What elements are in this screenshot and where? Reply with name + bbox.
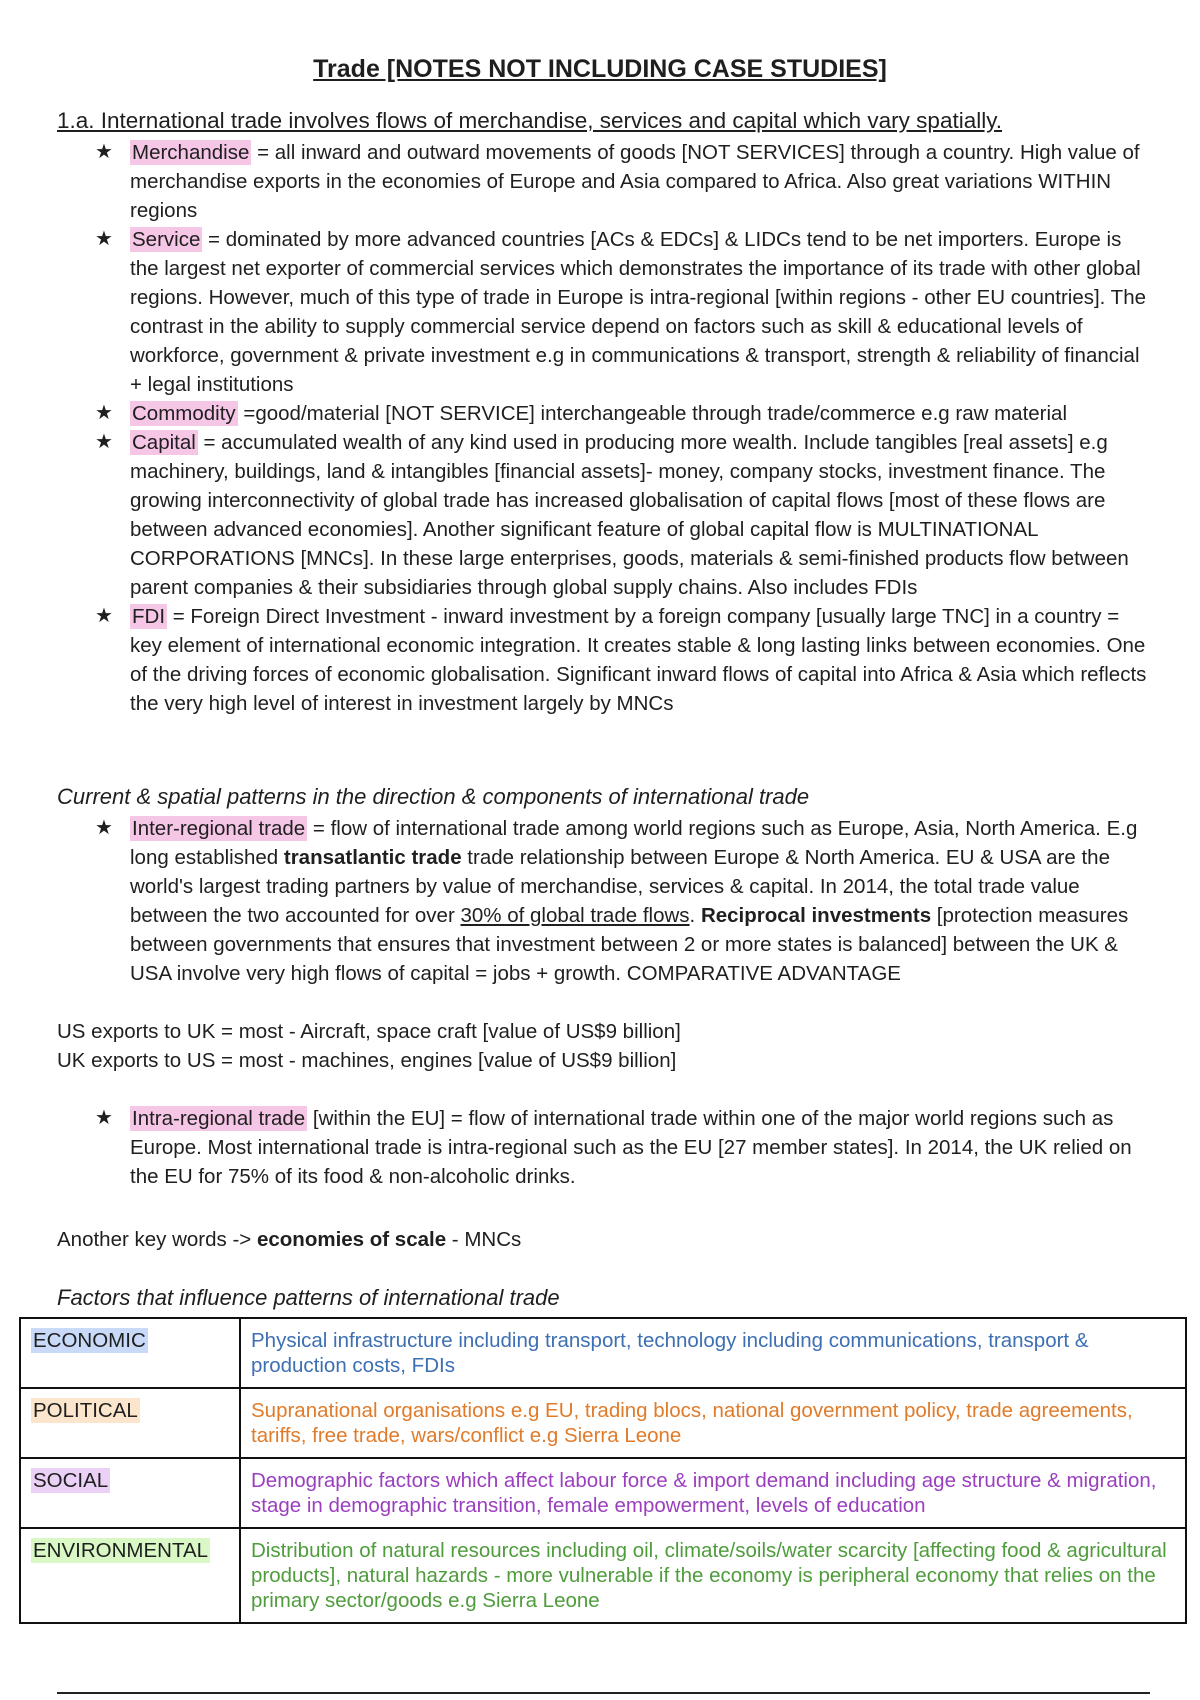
keywords-suffix: - MNCs: [446, 1228, 522, 1251]
list-item: [92, 428, 1150, 602]
inter-regional-list: [92, 814, 1150, 988]
body-text: = flow of international trade among world regions such as Europe, Asia, North America. E.g long established: [130, 817, 1138, 869]
star-bullet-icon: ★: [95, 817, 113, 839]
term-highlight: Intra-regional trade: [132, 1107, 306, 1130]
factor-key-cell: [20, 1318, 240, 1388]
list-item: [92, 225, 1150, 399]
keywords-prefix: Another key words ->: [57, 1228, 257, 1251]
list-item: [92, 138, 1150, 225]
term-highlight: FDI: [132, 605, 166, 628]
factor-text: Physical infrastructure including transport, technology including communications, transport & production costs, FDIs: [240, 1318, 1186, 1388]
term-highlight: Commodity: [132, 402, 236, 425]
underlined-text: 30% of global trade flows: [460, 904, 690, 927]
factors-table: [19, 1317, 1187, 1624]
keywords-bold: economies of scale: [256, 1228, 447, 1251]
uk-exports-line: UK exports to US = most - machines, engines [value of US$9 billion]: [57, 1049, 677, 1072]
factor-text: Supranational organisations e.g EU, trading blocs, national government policy, trade agreements, tariffs, free trade, wars/conflict e.g Sierra Leone: [240, 1388, 1186, 1458]
factor-key: POLITICAL: [33, 1399, 138, 1422]
definition-text: = Foreign Direct Investment - inward investment by a foreign company [usually large TNC] in a country = key element of international economic integration. It creates stable & long lasting links between economies. One of the driving forces of economic globalisation. Significant inward flows of capital into Africa & Asia which reflects the very high level of interest in investment largely by MNCs: [130, 605, 1147, 715]
factor-key: ENVIRONMENTAL: [33, 1539, 209, 1562]
star-bullet-icon: ★: [95, 141, 113, 163]
definitions-list: [92, 138, 1150, 718]
factor-key-cell: [20, 1388, 240, 1458]
star-bullet-icon: ★: [95, 431, 113, 453]
definition-text: = all inward and outward movements of goods [NOT SERVICES] through a country. High value of merchandise exports in the economies of Europe and Asia compared to Africa. Also great variations WITHIN regions: [130, 141, 1140, 222]
list-item: [92, 1104, 1150, 1191]
list-item: [92, 602, 1150, 718]
section-heading: 1.a. International trade involves flows of merchandise, services and capital which vary spatially.: [57, 108, 1003, 133]
page-title: Trade [NOTES NOT INCLUDING CASE STUDIES]: [313, 55, 887, 83]
table-row: [20, 1318, 1186, 1388]
factor-text: Demographic factors which affect labour force & import demand including age structure & migration, stage in demographic transition, female empowerment, levels of education: [240, 1458, 1186, 1528]
factor-key-cell: [20, 1458, 240, 1528]
factor-key-cell: [20, 1528, 240, 1623]
body-text: trade relationship between Europe & North America. EU & USA are the world's largest trading partners by value of merchandise, services & capital. In 2014, the total trade value between the two accounted for over: [130, 846, 1110, 927]
term-highlight: Inter-regional trade: [132, 817, 306, 840]
table-row: [20, 1388, 1186, 1458]
term-highlight: Capital: [132, 431, 196, 454]
definition-text: = dominated by more advanced countries [ACs & EDCs] & LIDCs tend to be net importers. Europe is the largest net exporter of commercial services which demonstrates the importance of its trade with other global regions. However, much of this type of trade in Europe is intra-regional [within regions - other EU countries]. The contrast in the ability to supply commercial service depend on factors such as skill & educational levels of workforce, government & private investment e.g in communications & transport, strength & reliability of financial + legal institutions: [130, 228, 1147, 396]
intra-regional-list: [92, 1104, 1150, 1191]
definition-text: =good/material [NOT SERVICE] interchangeable through trade/commerce e.g raw material: [237, 402, 1068, 425]
list-item: [92, 399, 1150, 428]
factor-text: Distribution of natural resources including oil, climate/soils/water scarcity [affecting food & agricultural products], natural hazards - more vulnerable if the economy is peripheral economy that relies on the primary sector/goods e.g Sierra Leone: [240, 1528, 1186, 1623]
body-text: [protection measures between governments that ensures that investment between 2 or more states is balanced] between the UK & USA involve very high flows of capital = jobs + growth. COMPARATIVE ADVANTAGE: [130, 904, 1129, 985]
keywords-line: [57, 1225, 521, 1254]
footer-divider: [57, 1692, 1150, 1694]
star-bullet-icon: ★: [95, 228, 113, 250]
table-row: [20, 1528, 1186, 1623]
body-text: [within the EU] = flow of international trade within one of the major world regions such as Europe. Most international trade is intra-regional such as the EU [27 member states]. In 2014, the UK relied on the EU for 75% of its food & non-alcoholic drinks.: [130, 1107, 1132, 1188]
factors-heading: Factors that influence patterns of international trade: [57, 1285, 560, 1310]
star-bullet-icon: ★: [95, 605, 113, 627]
factor-key: SOCIAL: [33, 1469, 109, 1492]
term-highlight: Service: [132, 228, 201, 251]
star-bullet-icon: ★: [95, 402, 113, 424]
definition-text: = accumulated wealth of any kind used in producing more wealth. Include tangibles [real assets] e.g machinery, buildings, land & intangibles [financial assets]- money, company stocks, investment finance. The growing interconnectivity of global trade has increased globalisation of capital flows [most of these flows are between advanced economies]. Another significant feature of global capital flow is MULTINATIONAL CORPORATIONS [MNCs]. In these large enterprises, goods, materials & semi-finished products flow between parent companies & their subsidiaries through global supply chains. Also includes FDIs: [130, 431, 1129, 599]
term-highlight: Merchandise: [132, 141, 250, 164]
factor-key: ECONOMIC: [33, 1329, 146, 1352]
list-item: [92, 814, 1150, 988]
bold-text: Reciprocal investments: [700, 904, 932, 927]
us-exports-line: US exports to UK = most - Aircraft, space craft [value of US$9 billion]: [57, 1020, 681, 1043]
star-bullet-icon: ★: [95, 1107, 113, 1129]
bold-text: transatlantic trade: [283, 846, 462, 869]
table-row: [20, 1458, 1186, 1528]
body-text: .: [689, 904, 701, 927]
patterns-heading: Current & spatial patterns in the direction & components of international trade: [57, 784, 810, 809]
